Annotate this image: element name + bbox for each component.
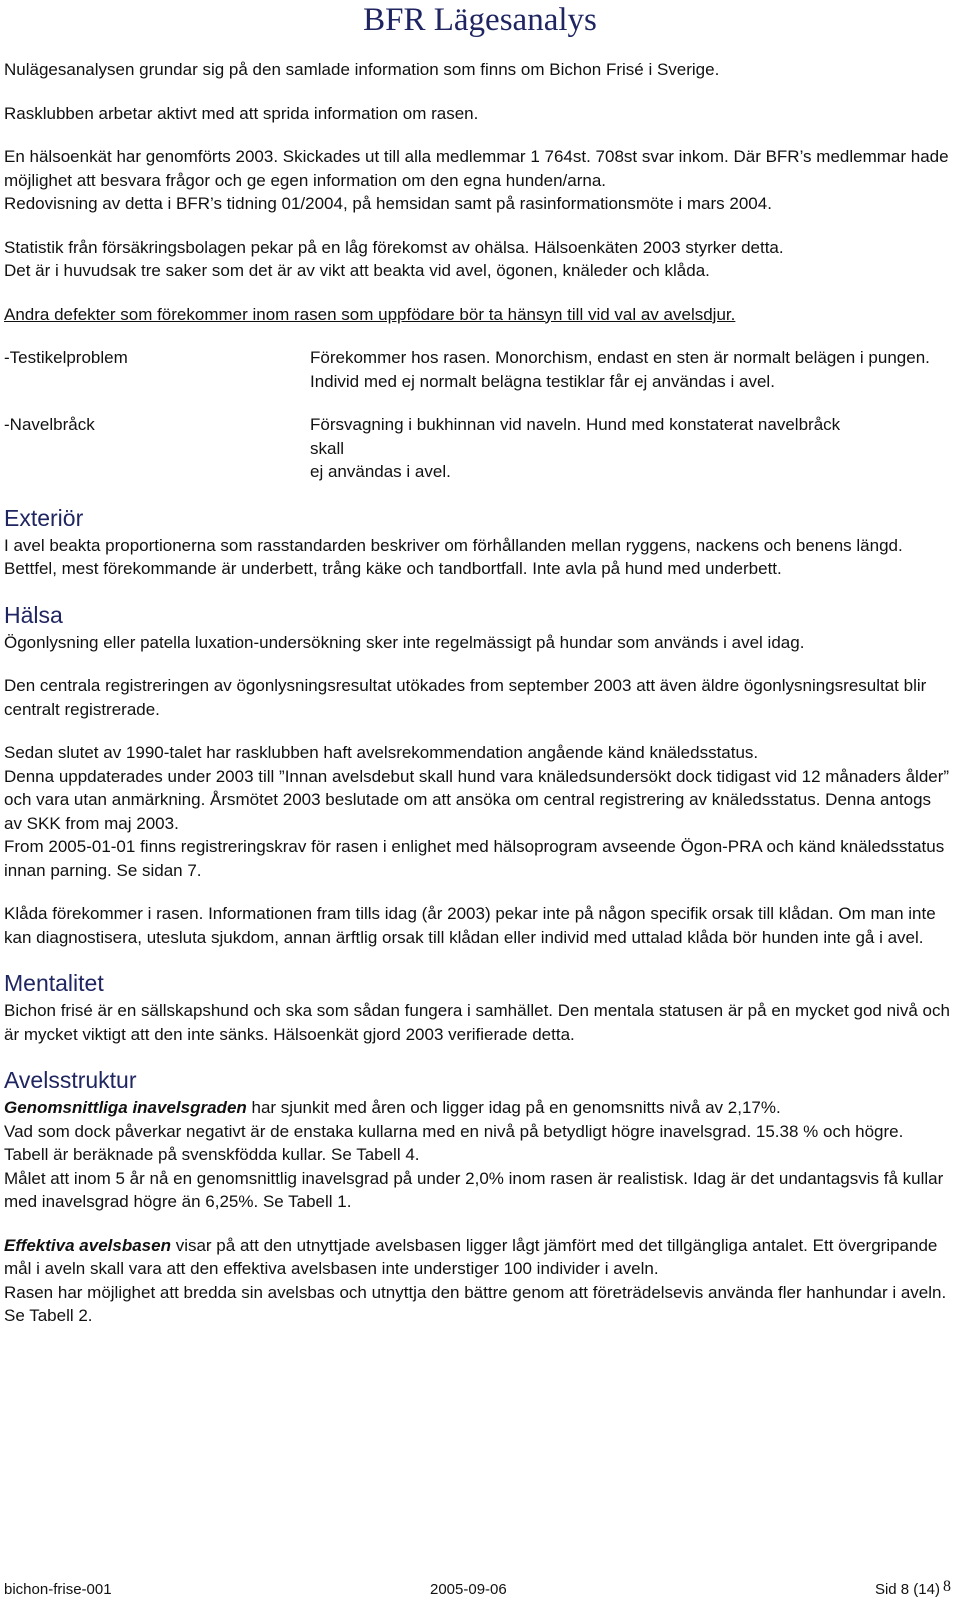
paragraph: Sedan slutet av 1990-talet har rasklubben haft avelsrekommendation angående känd knäledsstatus. bbox=[4, 743, 759, 762]
paragraph: Klåda förekommer i rasen. Informationen fram tills idag (år 2003) pekar inte på någon specifik orsak till klådan. Om man inte kan diagnostisera, utesluta sjukdom, annan ärftlig orsak till klådan eller individ med uttalad klåda bör hunden inte gå i avel. bbox=[4, 904, 936, 947]
section-title-health: Hälsa bbox=[4, 601, 63, 628]
defect-description-line: skall bbox=[310, 438, 345, 458]
paragraph bbox=[4, 1096, 952, 1120]
footer-date: 2005-09-06 bbox=[430, 1581, 507, 1598]
page-number: 8 bbox=[943, 1578, 951, 1595]
defect-name: -Navelbråck bbox=[4, 415, 95, 434]
paragraph: Redovisning av detta i BFR’s tidning 01/2004, på hemsidan samt på rasinformationsmöte i mars 2004. bbox=[4, 194, 772, 213]
defect-name: -Testikelproblem bbox=[4, 348, 128, 367]
bold-term: Effektiva avelsbasen bbox=[4, 1235, 171, 1255]
paragraph: Nulägesanalysen grundar sig på den samlade information som finns om Bichon Frisé i Sverige. bbox=[4, 60, 720, 79]
paragraph-text: har sjunkit med åren och ligger idag på en genomsnitts nivå av 2,17%. bbox=[246, 1098, 781, 1117]
footer-page: Sid 8 (14) bbox=[874, 1581, 940, 1598]
page-header-title: BFR Lägesanalys bbox=[363, 2, 597, 38]
defect-description bbox=[310, 413, 952, 484]
paragraph: Ögonlysning eller patella luxation-undersökning sker inte regelmässigt på hundar som används i avel idag. bbox=[4, 632, 805, 652]
underlined-paragraph: Andra defekter som förekommer inom rasen som uppfödare bör ta hänsyn till vid val av avelsdjur. bbox=[4, 304, 736, 324]
paragraph: Denna uppdaterades under 2003 till ”Innan avelsdebut skall hund vara knäledsundersökt dock tidigast vid 12 månaders ålder” och vara utan anmärkning. Årsmötet 2003 beslutade om att ansöka om central registrering av knäledsstatus. Denna antogs av SKK from maj 2003. bbox=[4, 766, 950, 833]
paragraph: Statistik från försäkringsbolagen pekar på en låg förekomst av ohälsa. Hälsoenkäten 2003 styrker detta. bbox=[4, 237, 784, 257]
section-title-exterior: Exteriör bbox=[4, 504, 84, 531]
section-title-breeding: Avelsstruktur bbox=[4, 1067, 137, 1093]
section-title-mentality: Mentalitet bbox=[4, 970, 104, 996]
paragraph: Bichon frisé är en sällskapshund och ska som sådan fungera i samhället. Den mentala statusen är på en mycket god nivå och är mycket viktigt att den inte sänks. Hälsoenkät gjord 2003 verifierade detta. bbox=[4, 1001, 950, 1044]
defect-row bbox=[4, 413, 952, 484]
defect-description-line: Försvagning i bukhinnan vid naveln. Hund med konstaterat navelbråck bbox=[310, 415, 841, 434]
bold-term: Genomsnittliga inavelsgraden bbox=[4, 1098, 247, 1117]
paragraph: Rasklubben arbetar aktivt med att sprida information om rasen. bbox=[4, 103, 479, 123]
paragraph: From 2005-01-01 finns registreringskrav för rasen i enlighet med hälsoprogram avseende Ögon-PRA och känd knäledsstatus innan parning. Se sidan 7. bbox=[4, 837, 945, 880]
footer-doc-id: bichon-frise-001 bbox=[4, 1581, 112, 1598]
paragraph: Den centrala registreringen av ögonlysningsresultat utökades from september 2003 att även äldre ögonlysningsresultat blir centralt registrerade. bbox=[4, 676, 927, 719]
paragraph-text: visar på att den utnyttjade avelsbasen ligger lågt jämfört med det tillgängliga antalet. Ett övergripande mål i aveln skall vara att den effektiva avelsbasen inte understiger 100 individer i aveln. bbox=[4, 1235, 938, 1278]
paragraph-text: En hälsoenkät har genomförts 2003. Skickades ut till alla medlemmar 1 764st. 708st svar inkom. Där BFR’s medlemmar hade möjlighet att besvara frågor och ge egen information om den egna hunden/arna. bbox=[4, 147, 949, 190]
paragraph: Målet att inom 5 år nå en genomsnittlig inavelsgrad på under 2,0% inom rasen är realistisk. Idag är det undantagsvis få kullar med inavelsgrad högre än 6,25%. Se Tabell 1. bbox=[4, 1168, 944, 1211]
paragraph: Vad som dock påverkar negativt är de enstaka kullarna med en nivå på betydligt högre inavelsgrad. 15.38 % och högre. Tabell är beräknade på svenskfödda kullar. Se Tabell 4. bbox=[4, 1121, 904, 1164]
defect-row bbox=[4, 346, 952, 393]
paragraph bbox=[4, 145, 952, 192]
paragraph: I avel beakta proportionerna som rasstandarden beskriver om förhållanden mellan ryggens, nackens och benens längd. Bettfel, mest förekommande är underbett, trång käke och tandbortfall. Inte avla på hund med underbett. bbox=[4, 535, 903, 578]
paragraph: Det är i huvudsak tre saker som det är av vikt att beakta vid avel, ögonen, knäleder och klåda. bbox=[4, 261, 710, 280]
document-body bbox=[4, 58, 952, 1348]
defect-description: Förekommer hos rasen. Monorchism, endast en sten är normalt belägen i pungen. Individ med ej normalt belägna testiklar får ej användas i avel. bbox=[310, 348, 930, 391]
paragraph: Rasen har möjlighet att bredda sin avelsbas och utnyttja den bättre genom att företrädelsevis använda fler hanhundar i aveln. Se Tabell 2. bbox=[4, 1282, 947, 1325]
defect-description-line: ej användas i avel. bbox=[310, 462, 451, 481]
paragraph bbox=[4, 1234, 952, 1281]
